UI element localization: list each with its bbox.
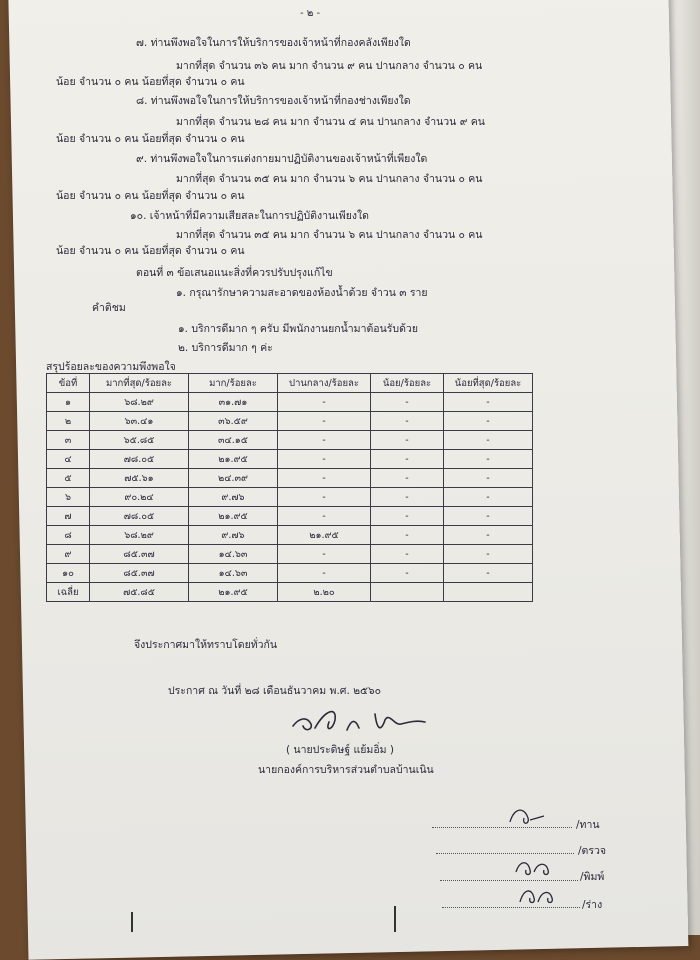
header-much: มาก/ร้อยละ <box>189 374 278 393</box>
table-cell: ๙.๗๖ <box>189 526 278 545</box>
table-row <box>47 488 533 507</box>
table-row <box>47 507 533 526</box>
signer-title: นายกองค์การบริหารส่วนตำบลบ้านเนิน <box>258 764 434 776</box>
table-cell: ๗๕.๘๕ <box>90 583 189 602</box>
table-header-row <box>47 374 533 393</box>
table-cell: - <box>278 564 371 583</box>
table-cell: ๒๑.๙๕ <box>278 526 371 545</box>
table-average-row <box>47 583 533 602</box>
table-cell: ๔ <box>47 450 90 469</box>
table-row <box>47 393 533 412</box>
table-cell: - <box>278 469 371 488</box>
table-cell: ๘๕.๓๗ <box>90 545 189 564</box>
table-cell: - <box>444 526 533 545</box>
table-cell: - <box>278 450 371 469</box>
table-cell: - <box>371 431 444 450</box>
question-8-line2: น้อย จำนวน ๐ คน น้อยที่สุด จำนวน ๐ คน <box>56 133 245 145</box>
praise-item-2: ๒. บริการดีมาก ๆ ค่ะ <box>178 342 273 354</box>
table-cell: - <box>444 393 533 412</box>
table-cell: ๗ <box>47 507 90 526</box>
table-cell: ๒๔.๓๙ <box>189 469 278 488</box>
table-cell: - <box>278 412 371 431</box>
table-cell: ๙๐.๒๔ <box>90 488 189 507</box>
table-cell: - <box>371 412 444 431</box>
table-cell: ๗๕.๖๑ <box>90 469 189 488</box>
table-cell: ๖๘.๒๙ <box>90 393 189 412</box>
question-9-line2: น้อย จำนวน ๐ คน น้อยที่สุด จำนวน ๐ คน <box>56 190 245 202</box>
table-cell: ๒๑.๙๕ <box>189 507 278 526</box>
table-cell: - <box>444 507 533 526</box>
table-cell: ๑๔.๖๓ <box>189 564 278 583</box>
table-cell: - <box>278 488 371 507</box>
question-7-line2: น้อย จำนวน ๐ คน น้อยที่สุด จำนวน ๐ คน <box>56 76 245 88</box>
table-row <box>47 526 533 545</box>
header-most: มากที่สุด/ร้อยละ <box>90 374 189 393</box>
table-cell: - <box>278 545 371 564</box>
table-cell: ๕ <box>47 469 90 488</box>
table-cell: - <box>444 412 533 431</box>
table-row <box>47 450 533 469</box>
question-9-line1: มากที่สุด จำนวน ๓๕ คน มาก จำนวน ๖ คน ปานกลาง จำนวน ๐ คน <box>176 173 483 185</box>
question-7: ๗. ท่านพึงพอใจในการให้บริการของเจ้าหน้าที่กองคลังเพียงใด <box>136 37 411 49</box>
table-cell: - <box>278 507 371 526</box>
table-row <box>47 469 533 488</box>
table-cell: ๓ <box>47 431 90 450</box>
praise-title: คำติชม <box>92 302 126 314</box>
table-cell: ๙.๗๖ <box>189 488 278 507</box>
table-cell: ๑๔.๖๓ <box>189 545 278 564</box>
part3-title: ตอนที่ ๓ ข้อเสนอแนะสิ่งที่ควรปรับปรุงแก้ไข <box>136 267 333 279</box>
check-label-3: /พิมพ์ <box>580 871 605 883</box>
table-cell: - <box>444 431 533 450</box>
table-cell: ๑๐ <box>47 564 90 583</box>
header-least: น้อยที่สุด/ร้อยละ <box>444 374 533 393</box>
table-cell: - <box>278 431 371 450</box>
table-cell: - <box>371 393 444 412</box>
signature-image <box>285 700 435 740</box>
table-cell: ๒๑.๙๕ <box>189 583 278 602</box>
table-cell: - <box>371 545 444 564</box>
part3-item: ๑. กรุณารักษาความสะอาดของห้องน้ำด้วย จำวน ๓ ราย <box>176 287 428 299</box>
table-cell: ๓๖.๕๙ <box>189 412 278 431</box>
table-cell: ๗๘.๐๕ <box>90 450 189 469</box>
question-9: ๙. ท่านพึงพอใจในการแต่งกายมาปฏิบัติงานของเจ้าหน้าที่เพียงใด <box>136 153 428 165</box>
table-cell: ๒.๒๐ <box>278 583 371 602</box>
table-cell: ๑ <box>47 393 90 412</box>
question-10-line2: น้อย จำนวน ๐ คน น้อยที่สุด จำนวน ๐ คน <box>56 245 245 257</box>
table-row <box>47 564 533 583</box>
signer-name: ( นายประดิษฐ์ แย้มอิ่ม ) <box>286 744 394 756</box>
table-cell: - <box>371 469 444 488</box>
header-item: ข้อที่ <box>47 374 90 393</box>
initial-mark-1 <box>500 800 560 830</box>
table-cell: - <box>371 450 444 469</box>
initial-mark-3 <box>512 880 572 910</box>
table-cell: ๓๔.๑๕ <box>189 431 278 450</box>
announce-text: จึงประกาศมาให้ทราบโดยทั่วกัน <box>134 639 278 651</box>
question-8: ๘. ท่านพึงพอใจในการให้บริการของเจ้าหน้าที่กองช่างเพียงใด <box>136 95 411 107</box>
table-cell: ๖๕.๘๕ <box>90 431 189 450</box>
table-cell: ๒๑.๙๕ <box>189 450 278 469</box>
table-cell: - <box>371 507 444 526</box>
header-medium: ปานกลาง/ร้อยละ <box>278 374 371 393</box>
check-label-4: /ร่าง <box>582 899 603 911</box>
table-cell: - <box>371 526 444 545</box>
table-cell: - <box>444 488 533 507</box>
header-little: น้อย/ร้อยละ <box>371 374 444 393</box>
summary-table <box>46 373 533 602</box>
announce-date: ประกาศ ณ วันที่ ๒๘ เดือนธันวาคม พ.ศ. ๒๕๖๐ <box>168 685 382 697</box>
table-cell: ๒ <box>47 412 90 431</box>
table-cell: เฉลี่ย <box>47 583 90 602</box>
summary-title: สรุปร้อยละของความพึงพอใจ <box>46 361 176 373</box>
table-row <box>47 545 533 564</box>
initial-mark-2 <box>508 852 568 882</box>
table-cell: ๖ <box>47 488 90 507</box>
table-cell <box>371 583 444 602</box>
question-8-line1: มากที่สุด จำนวน ๒๘ คน มาก จำนวน ๔ คน ปานกลาง จำนวน ๙ คน <box>176 116 485 128</box>
table-cell: - <box>444 545 533 564</box>
table-cell: ๓๑.๗๑ <box>189 393 278 412</box>
table-cell: ๖๘.๒๙ <box>90 526 189 545</box>
check-label-1: /ทาน <box>576 819 600 831</box>
punch-mark-left <box>131 912 133 932</box>
table-cell <box>444 583 533 602</box>
page-number: - ๒ - <box>300 8 321 19</box>
table-cell: - <box>444 469 533 488</box>
table-cell: - <box>371 488 444 507</box>
check-label-2: /ตรวจ <box>578 845 607 857</box>
table-cell: ๘ <box>47 526 90 545</box>
question-7-line1: มากที่สุด จำนวน ๓๖ คน มาก จำนวน ๙ คน ปานกลาง จำนวน ๐ คน <box>176 60 483 72</box>
table-cell: - <box>444 564 533 583</box>
table-cell: ๖๓.๔๑ <box>90 412 189 431</box>
question-10: ๑๐. เจ้าหน้าที่มีความเสียสละในการปฏิบัติงานเพียงใด <box>130 210 369 222</box>
table-cell: - <box>278 393 371 412</box>
table-cell: ๗๘.๐๕ <box>90 507 189 526</box>
table-cell: - <box>371 564 444 583</box>
table-row <box>47 431 533 450</box>
table-row <box>47 412 533 431</box>
table-cell: ๘๕.๓๗ <box>90 564 189 583</box>
table-cell: ๙ <box>47 545 90 564</box>
table-cell: - <box>444 450 533 469</box>
praise-item-1: ๑. บริการดีมาก ๆ ครับ มีพนักงานยกน้ำมาต้อนรับด้วย <box>178 323 418 335</box>
punch-mark-right <box>394 906 396 932</box>
question-10-line1: มากที่สุด จำนวน ๓๕ คน มาก จำนวน ๖ คน ปานกลาง จำนวน ๐ คน <box>176 229 483 241</box>
